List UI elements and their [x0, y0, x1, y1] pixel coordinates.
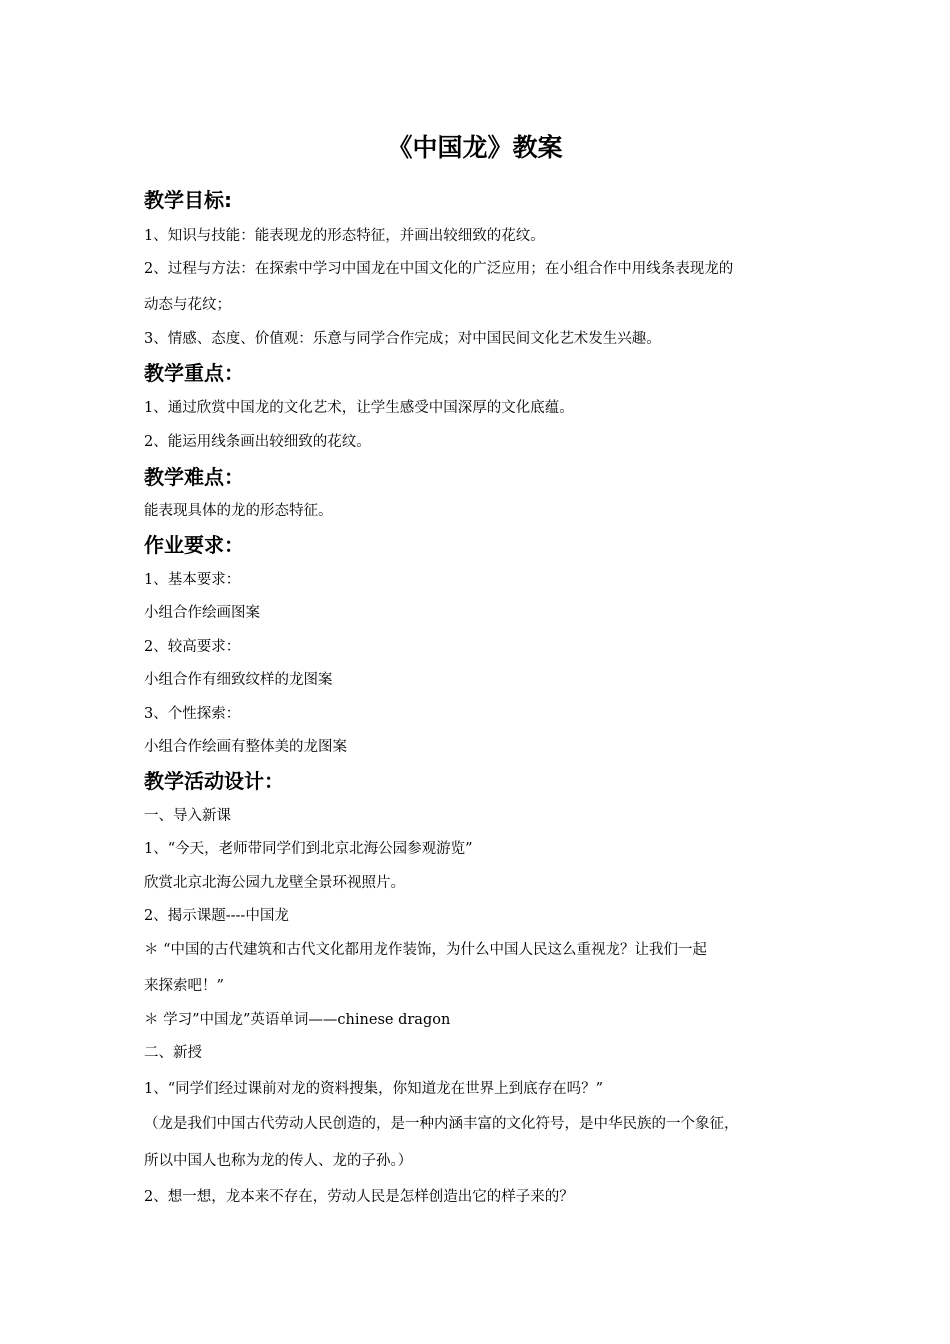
paragraph-line: ＊ “中国的古代建筑和古代文化都用龙作装饰，为什么中国人民这么重视龙？让我们一起 [144, 942, 708, 958]
paragraph-line: 2、能运用线条画出较细致的花纹。 [144, 434, 371, 450]
paragraph-line: 小组合作有细致纹样的龙图案 [144, 672, 333, 688]
section-heading-homework: 作业要求： [144, 533, 244, 557]
paragraph-line: 能表现具体的龙的形态特征。 [144, 503, 333, 519]
paragraph-line: 1、通过欣赏中国龙的文化艺术，让学生感受中国深厚的文化底蕴。 [144, 400, 574, 416]
paragraph-line: 二、新授 [144, 1045, 202, 1061]
paragraph-line: 2、较高要求： [144, 639, 241, 655]
paragraph-line: 1、基本要求： [144, 572, 241, 588]
paragraph-line: 一、导入新课 [144, 808, 231, 824]
paragraph-line: 欣赏北京北海公园九龙壁全景环视照片。 [144, 875, 405, 891]
paragraph-line: 3、个性探索： [144, 706, 241, 722]
section-heading-activities: 教学活动设计： [144, 769, 284, 793]
paragraph-line: 2、过程与方法：在探索中学习中国龙在中国文化的广泛应用；在小组合作中用线条表现龙的 [144, 261, 734, 277]
paragraph-line: 来探索吧！” [144, 978, 224, 994]
paragraph-line: 动态与花纹； [144, 297, 231, 313]
paragraph-line: 2、揭示课题----中国龙 [144, 908, 289, 924]
paragraph-line: 小组合作绘画有整体美的龙图案 [144, 739, 347, 755]
section-heading-key-points: 教学重点： [144, 361, 244, 385]
document-title: 《中国龙》教案 [387, 133, 563, 162]
paragraph-line: 1、“今天，老师带同学们到北京北海公园参观游览” [144, 841, 473, 857]
paragraph-line: （龙是我们中国古代劳动人民创造的，是一种内涵丰富的文化符号，是中华民族的一个象征， [144, 1116, 739, 1132]
paragraph-line: 2、想一想，龙本来不存在，劳动人民是怎样创造出它的样子来的？ [144, 1189, 574, 1205]
section-heading-difficulties: 教学难点： [144, 465, 244, 489]
paragraph-line: 1、“同学们经过课前对龙的资料搜集，你知道龙在世界上到底存在吗？” [144, 1081, 604, 1097]
paragraph-line: ＊ 学习”中国龙”英语单词——chinese dragon [144, 1012, 451, 1028]
paragraph-line: 3、情感、态度、价值观：乐意与同学合作完成；对中国民间文化艺术发生兴趣。 [144, 331, 661, 347]
paragraph-line: 所以中国人也称为龙的传人、龙的子孙。） [144, 1153, 413, 1169]
section-heading-objectives: 教学目标: [144, 188, 232, 212]
paragraph-line: 小组合作绘画图案 [144, 605, 260, 621]
paragraph-line: 1、知识与技能：能表现龙的形态特征，并画出较细致的花纹。 [144, 228, 545, 244]
